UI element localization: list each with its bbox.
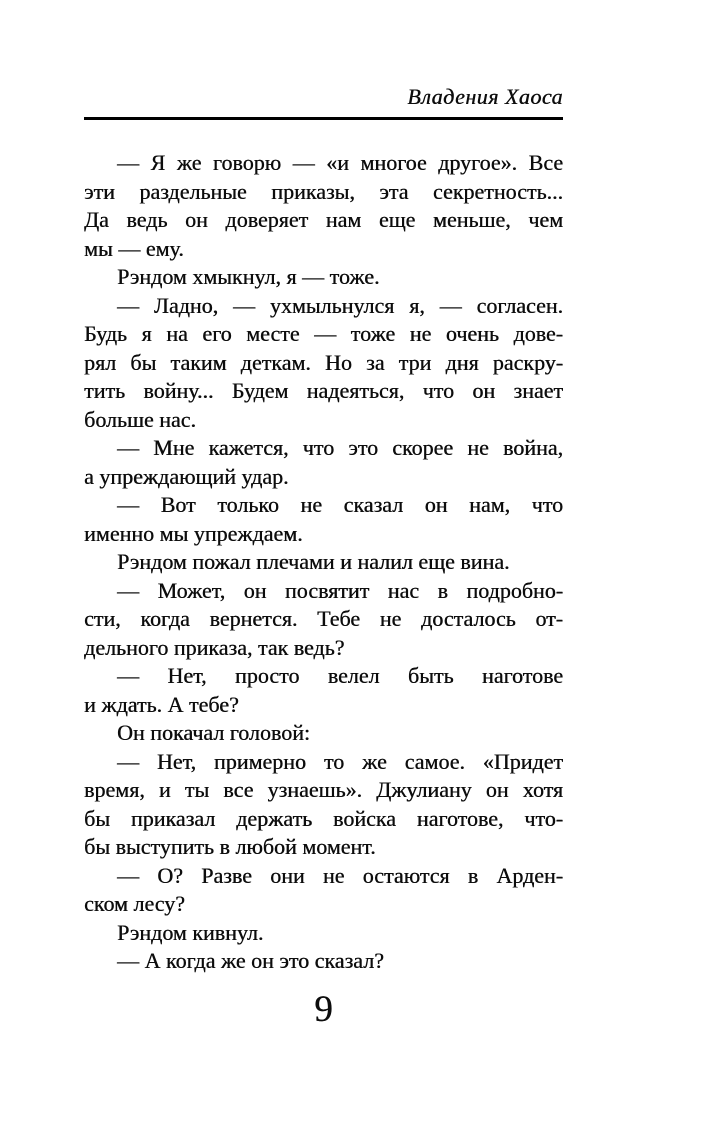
paragraph — [84, 748, 563, 862]
text-line: мы — ему. — [84, 235, 184, 261]
text-line: рял бы таким деткам. Но за три дня раскру- — [84, 349, 563, 375]
text-line: — Вот только не сказал он нам, что — [117, 492, 563, 517]
text-line: — Нет, просто велел быть наготове — [117, 663, 563, 688]
paragraph — [84, 263, 563, 292]
text-line: — Мне кажется, что это скорее не война, — [117, 435, 563, 460]
page-number: 9 — [314, 989, 333, 1030]
text-line: а упреждающий удар. — [84, 463, 289, 489]
text-line: — Ладно, — ухмыльнулся я, — согласен. — [117, 292, 563, 318]
text-line: — Я же говорю — «и многое другое». Все — [117, 150, 563, 175]
paragraph — [84, 149, 563, 263]
paragraph — [84, 491, 563, 548]
text-line: сти, когда вернется. Тебе не досталось от- — [84, 606, 563, 631]
paragraph — [84, 947, 563, 976]
text-line: — О? Разве они не остаются в Арден- — [117, 862, 563, 888]
text-line: Он покачал головой: — [117, 720, 310, 745]
paragraph — [84, 862, 563, 919]
text-line: — Нет, примерно то же самое. «Придет — [117, 748, 563, 774]
header-rule — [84, 117, 563, 120]
text-line: эти раздельные приказы, эта секретность... — [84, 178, 563, 204]
text-line: ском лесу? — [84, 891, 185, 916]
text-line: именно мы упреждаем. — [84, 520, 303, 546]
paragraph — [84, 548, 563, 577]
text-line: тить войну... Будем надеяться, что он знает — [84, 378, 563, 403]
text-line: дельного приказа, так ведь? — [84, 634, 345, 660]
paragraph — [84, 577, 563, 663]
running-head-title: Владения Хаоса — [407, 84, 563, 109]
text-line: Рэндом пожал плечами и налил еще вина. — [117, 549, 510, 574]
text-line: Рэндом кивнул. — [117, 919, 264, 945]
body-text — [84, 149, 563, 976]
text-line: и ждать. А тебе? — [84, 691, 239, 717]
text-line: Будь я на его месте — тоже не очень дове- — [84, 321, 563, 346]
text-line: Да ведь он доверяет нам еще меньше, чем — [84, 207, 563, 232]
text-line: бы выступить в любой момент. — [84, 834, 376, 859]
paragraph — [84, 292, 563, 435]
paragraph — [84, 919, 563, 948]
text-line: — Может, он посвятит нас в подробно- — [117, 577, 563, 603]
paragraph — [84, 662, 563, 719]
paragraph — [84, 719, 563, 748]
text-line: — А когда же он это сказал? — [117, 948, 384, 973]
text-line: бы приказал держать войска наготове, что- — [84, 805, 563, 831]
text-line: Рэндом хмыкнул, я — тоже. — [117, 264, 380, 289]
paragraph — [84, 434, 563, 491]
text-line: время, и ты все узнаешь». Джулиану он хотя — [84, 777, 563, 802]
text-line: больше нас. — [84, 406, 196, 432]
